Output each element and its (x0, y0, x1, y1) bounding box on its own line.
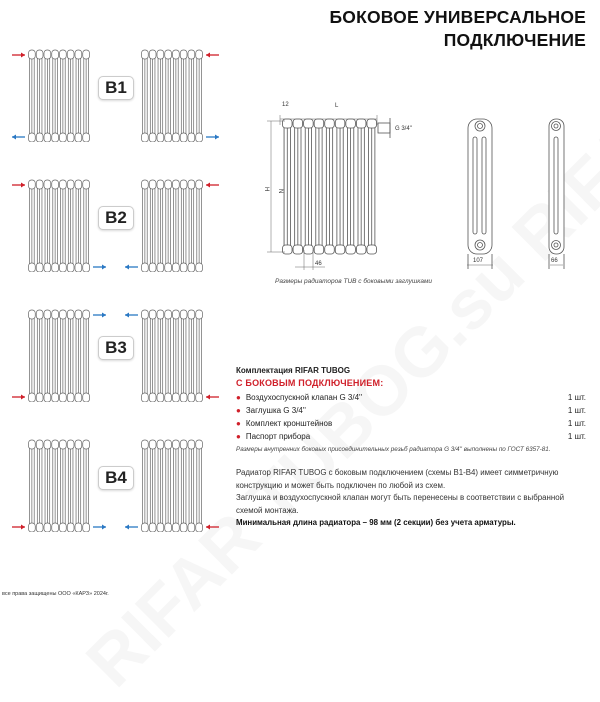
supply-arrow-icon (12, 183, 25, 188)
radiator-left (29, 50, 90, 142)
return-arrow-icon (93, 313, 106, 318)
bullet-icon: ● (236, 406, 241, 415)
supply-arrow-icon (206, 183, 219, 188)
kit-item-name: Воздухоспускной клапан G 3/4'' (245, 393, 363, 402)
kit-item-qty: 1 шт. (567, 419, 586, 428)
dim-thread: G 3/4'' (395, 126, 412, 132)
dim-L: L (335, 103, 339, 109)
bullet-icon: ● (236, 432, 241, 441)
drawing-caption: Размеры радиаторов TUB с боковыми заглушками (275, 278, 433, 285)
kit-heading: Комплектация RIFAR TUBOG (236, 366, 351, 375)
return-arrow-icon (206, 135, 219, 140)
dim-46: 46 (315, 261, 322, 267)
supply-arrow-icon (12, 395, 25, 400)
radiator-right (142, 180, 203, 272)
dim-12: 12 (282, 102, 289, 108)
copyright-footer: все права защищены ООО «КАРЗ» 2024г. (2, 591, 109, 597)
page-title (329, 6, 586, 52)
radiator-left (29, 180, 90, 272)
dim-N: N (277, 189, 283, 194)
radiator-front-view (283, 119, 377, 254)
kit-item-name: Заглушка G 3/4'' (245, 406, 306, 415)
scheme-b1 (0, 42, 230, 142)
radiator-right (142, 50, 203, 142)
kit-item-name: Паспорт прибора (245, 432, 311, 441)
return-arrow-icon (125, 525, 138, 530)
thread-fitting (378, 118, 390, 138)
bullet-icon: ● (236, 419, 241, 428)
technical-drawing (255, 95, 600, 295)
scheme-label: B3 (98, 336, 134, 360)
kit-list (236, 391, 586, 443)
bullet-icon: ● (236, 393, 241, 402)
dim-66: 66 (551, 258, 558, 264)
kit-item-name: Комплект кронштейнов (245, 419, 333, 428)
supply-arrow-icon (206, 395, 219, 400)
kit-section (236, 366, 586, 453)
radiator-side-view-2col (549, 119, 564, 269)
description-p2: Заглушка и воздухоспускной клапан могут быть перенесены в соответствии с выбранной схемой монтажа. (236, 493, 564, 515)
description-p1: Радиатор RIFAR TUBOG с боковым подключением (схемы В1-В4) имеет симметричную конструкцию и может быть подключен по любой из схем. (236, 468, 559, 490)
supply-arrow-icon (12, 525, 25, 530)
radiator-right (142, 440, 203, 532)
radiator-side-view-3col (468, 119, 492, 269)
supply-arrow-icon (206, 53, 219, 58)
scheme-b2 (0, 172, 230, 272)
title-line-1: БОКОВОЕ УНИВЕРСАЛЬНОЕ (329, 7, 586, 27)
scheme-b3 (0, 302, 230, 402)
supply-arrow-icon (12, 53, 25, 58)
title-line-2: ПОДКЛЮЧЕНИЕ (443, 30, 586, 50)
kit-note: Размеры внутренних боковых присоединительных резьб радиатора G 3/4'' выполнены по ГОСТ 6357-81. (236, 446, 551, 453)
scheme-label: B1 (98, 76, 134, 100)
kit-item (236, 430, 586, 443)
kit-item (236, 417, 586, 430)
scheme-label: B4 (98, 466, 134, 490)
return-arrow-icon (125, 313, 138, 318)
description-min-length: Минимальная длина радиатора – 98 мм (2 секции) без учета арматуры. (236, 518, 516, 527)
kit-item (236, 391, 586, 404)
kit-item-qty: 1 шт. (567, 393, 586, 402)
dim-107: 107 (473, 258, 484, 264)
kit-item-qty: 1 шт. (567, 406, 586, 415)
radiator-left (29, 440, 90, 532)
return-arrow-icon (93, 265, 106, 270)
radiator-right (142, 310, 203, 402)
return-arrow-icon (125, 265, 138, 270)
scheme-b4 (0, 432, 230, 532)
supply-arrow-icon (206, 525, 219, 530)
kit-item-qty: 1 шт. (567, 432, 586, 441)
kit-item (236, 404, 586, 417)
kit-subheading: С БОКОВЫМ ПОДКЛЮЧЕНИЕМ: (236, 378, 384, 388)
radiator-left (29, 310, 90, 402)
return-arrow-icon (93, 525, 106, 530)
dim-H: H (263, 187, 269, 192)
return-arrow-icon (12, 135, 25, 140)
dimension-drawing (255, 95, 600, 295)
scheme-label: B2 (98, 206, 134, 230)
description (236, 467, 586, 530)
